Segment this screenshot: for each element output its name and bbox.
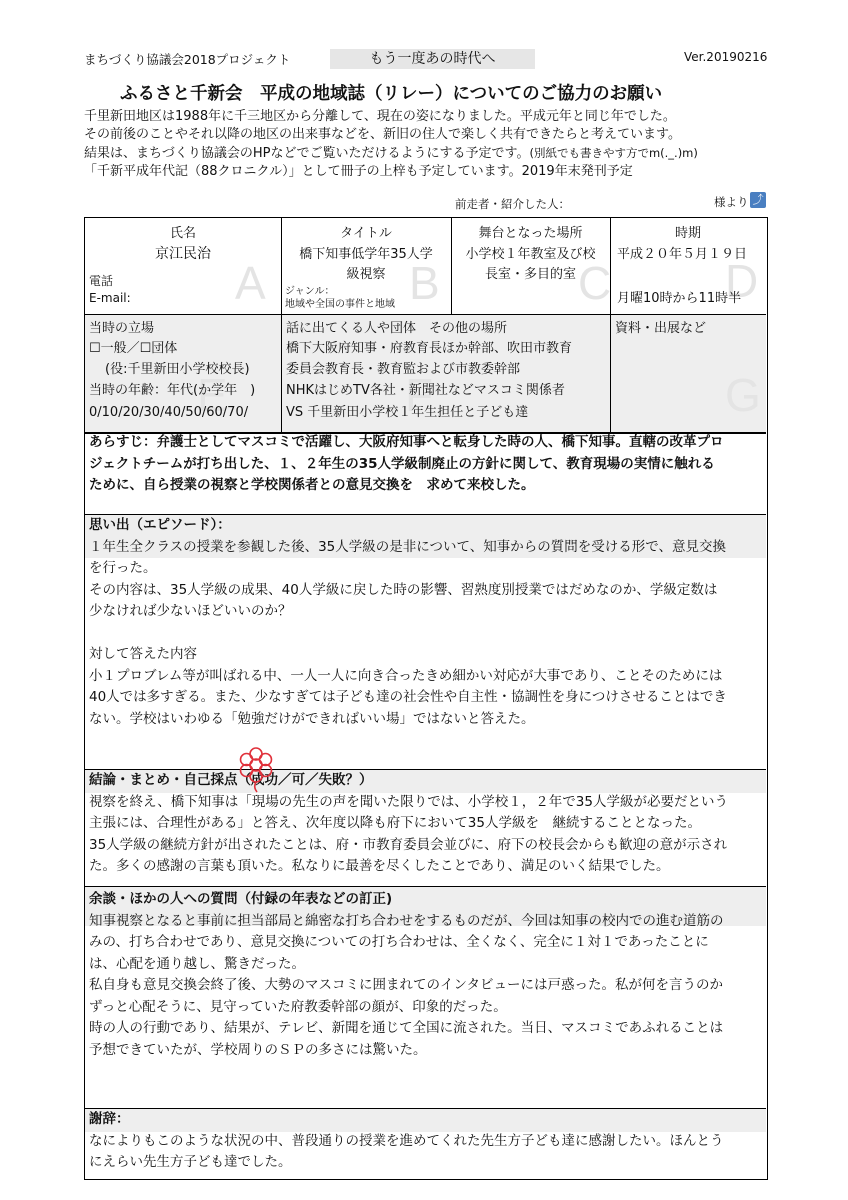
watermark-b: B xyxy=(409,257,440,309)
title-value-line: 橋下知事低学年35人学 xyxy=(299,247,433,262)
grid-line xyxy=(85,314,766,315)
genre-label: ジャンル： xyxy=(285,286,335,297)
position-role: (役:千里新田小学校校長) xyxy=(105,362,250,377)
phone-label: 電話 xyxy=(89,274,114,288)
watermark-f: F xyxy=(405,369,434,421)
intro-text xyxy=(84,108,784,181)
watermark-g: G xyxy=(725,369,761,421)
people-line: VS 千里新田小学校１年生担任と子ども達 xyxy=(286,405,529,420)
position-options: ☐一般／☐団体 xyxy=(89,341,178,356)
time-header: 時期 xyxy=(674,226,701,241)
sama-label: 様より xyxy=(714,195,749,209)
series-label: もう一度あの時代へ xyxy=(330,49,535,69)
name-header: 氏名 xyxy=(169,226,196,241)
version-label: Ver.20190216 xyxy=(684,50,768,64)
time-detail: 月曜10時から11時半 xyxy=(617,291,742,306)
place-value-line: 長室・多目的室 xyxy=(484,267,576,282)
intro-line: その前後のことやそれ以降の地区の出来事などを、新旧の住人で楽しく共有できたらと考えています。 xyxy=(84,127,681,142)
place-value-line: 小学校１年教室及び校 xyxy=(465,247,596,262)
memory-header: 思い出（エピソード）： xyxy=(89,517,231,533)
age-options: 0/10/20/30/40/50/60/70/ xyxy=(89,405,249,420)
intro-line: 「千新平成年代記（88クロニクル）」として冊子の上梓も予定しています。2019年末発刊予定 xyxy=(84,164,633,179)
watermark-e: E xyxy=(197,369,228,421)
email-label: E-mail: xyxy=(89,291,131,305)
people-header: 話に出てくる人や団体 その他の場所 xyxy=(286,321,508,336)
watermark-a: A xyxy=(235,257,266,309)
position-header: 当時の立場 xyxy=(89,321,155,336)
form-table xyxy=(84,217,768,1180)
synopsis-text: あらすじ：弁護士としてマスコミで活躍し、大阪府知事へと転身した時の人、橋下知事。直轄の改革プロ ジェクトチームが打ち出した、１、２年生の35人学級制廃止の方針に関して、教育現場の実情に触れる ために、自ら授業の視察と学校関係者との意見交換を 求めて来校した。 xyxy=(89,434,724,493)
intro-line: 千里新田地区は1988年に千三地区から分離して、現在の姿になりました。平成元年と同じ年でした。 xyxy=(84,109,676,124)
flower-stamp-icon xyxy=(233,743,279,793)
conclusion-header: 結論・まとめ・自己採点（成功／可／失敗？） xyxy=(89,772,373,788)
runner-label: 前走者・紹介した人： xyxy=(455,197,570,211)
title-value-line: 級視察 xyxy=(346,267,386,282)
project-label: まちづくり協議会2018プロジェクト xyxy=(84,52,291,67)
thanks-section: 謝辞： なによりもこのような状況の中、普段通りの授業を進めてくれた先生方子ども達に感謝したい。ほんとう にえらい先生方子ども達でした。 xyxy=(89,1109,765,1174)
intro-line: 結果は、まちづくり協議会のHPなどでご覧いただけるようにする予定です。(別紙でも書きやす方でm(._.)m) xyxy=(84,146,698,161)
time-value: 平成２０年５月１９日 xyxy=(617,247,748,262)
people-line: NHKはじめTV各社・新聞社などマスコミ関係者 xyxy=(286,383,565,398)
thanks-header: 謝辞： xyxy=(89,1111,130,1127)
up-arrow-icon: ⤴ xyxy=(750,192,766,208)
age-label: 当時の年齢：年代(か学年 ) xyxy=(89,383,256,398)
place-header: 舞台となった場所 xyxy=(478,226,583,241)
grid-line xyxy=(85,886,766,887)
aside-section: 余談・ほかの人への質問（付録の年表などの訂正) 知事視察となると事前に担当部局と綿密な打ち合わせをするものだが、今回は知事の校内での進む道筋の みの、打ち合わせであり、意見交換についての打ち合わせは、全くなく、完全に１対１であったことに は、心配を通り越し、驚きだった。 私自身も意見交換会終了後、大勢のマスコミに囲まれてのインタビューには戸惑った。私が何を言うのか ずっと心配そうに、見守っていた府教委幹部の顔が、印象的だった。 時の人の行動であり、結果が、テレビ、新聞を通じて全国に流された。当日、マスコミであふれることは 予想できていたが、学校周りのＳＰの多さには驚いた。 xyxy=(89,889,765,1061)
intro-note: (別紙でも書きやす方でm(._.)m) xyxy=(529,146,698,160)
conclusion-section: 結論・まとめ・自己採点（成功／可／失敗？） 視察を終え、橋下知事は「現場の先生の声を聞いた限りでは、小学校１，２年で35人学級が必要だという 主張には、合理性がある」と答え、次年度以降も府下において35人学級を 継続することとなった。 35人学級の継続方針が出されたことは、府・市教育委員会並びに、府下の校長会からも歓迎の意が示され た。多くの感謝の言葉も頂いた。私なりに最善を尽くしたことであり、満足のいく結果でした。 xyxy=(89,770,765,878)
grid-line xyxy=(610,218,611,432)
materials-header: 資料・出展など xyxy=(615,321,707,336)
genre-value: 地域や全国の事件と地域 xyxy=(285,299,395,310)
watermark-d: D xyxy=(725,255,759,307)
memory-section: 思い出（エピソード）： １年生全クラスの授業を参観した後、35人学級の是非について、知事からの質問を受ける形で、意見交換 を行った。 その内容は、35人学級の成果、40人学級に戻した時の影響、習熟度別授業ではだめなのか、学級定数は 少なければ少ないほどいいのか？ 対して答えた内容 小１プロブレム等が叫ばれる中、一人一人に向き合ったきめ細かい対応が大事であり、ことそのためには 40人では多すぎる。また、少なすぎては子ども達の社会性や自主性・協調性を身につけさせることはでき ない。学校はいわゆる「勉強だけができればいい場」ではないと答えた。 xyxy=(89,515,765,730)
watermark-c: C xyxy=(578,257,612,309)
people-line: 委員会教育長・教育監および市教委幹部 xyxy=(286,362,521,377)
title-header: タイトル xyxy=(340,226,392,241)
people-line: 橋下大阪府知事・府教育長ほか幹部、吹田市教育 xyxy=(286,341,573,356)
page-title: ふるさと千新会 平成の地域誌（リレー）についてのご協力のお願い xyxy=(120,84,663,104)
aside-header: 余談・ほかの人への質問（付録の年表などの訂正) xyxy=(89,891,393,907)
name-value: 京江民治 xyxy=(155,246,211,262)
